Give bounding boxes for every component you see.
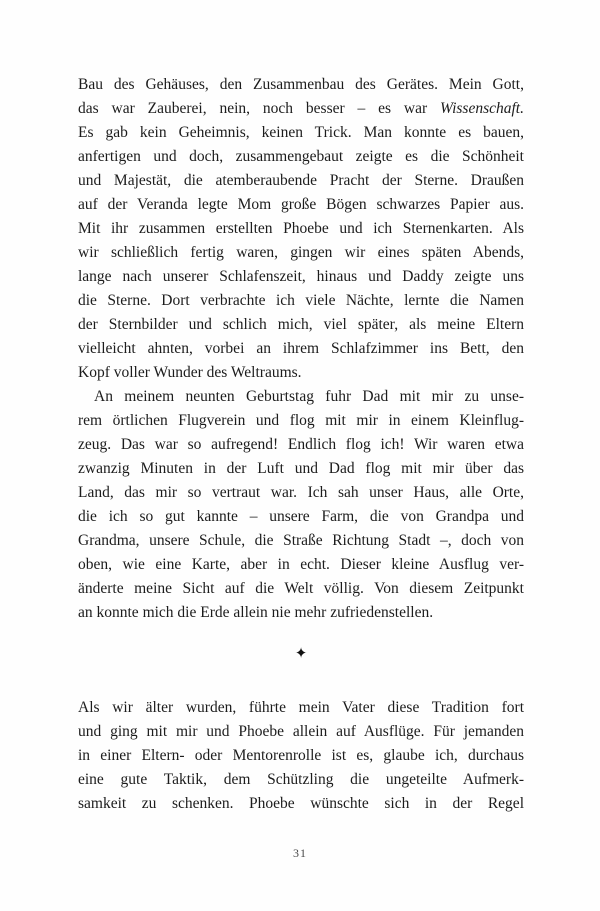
text-segment: in einer Eltern- oder Mentorenrolle ist es, glaube ich, durchaus [78, 747, 524, 764]
text-segment: Als wir älter wurden, führte mein Vater diese Tradition fort [78, 699, 524, 716]
text-line [78, 289, 524, 313]
text-segment: Es gab kein Geheimnis, keinen Trick. Man konnte es bauen, [78, 124, 524, 141]
text-segment: änderte meine Sicht auf die Welt völlig. Von diesem Zeitpunkt [78, 580, 524, 597]
text-line [78, 121, 524, 145]
text-line [78, 145, 524, 169]
text-segment: zwanzig Minuten in der Luft und Dad flog mit mir über das [78, 460, 524, 477]
text-line [78, 361, 524, 385]
four-pointed-star-icon: ✦ [294, 644, 308, 662]
text-line [78, 601, 524, 625]
text-segment: eine gute Taktik, dem Schützling die ungeteilte Aufmerk- [78, 771, 524, 788]
italic-text-segment: Wissenschaft. [440, 100, 524, 117]
text-segment: rem örtlichen Flugverein und flog mit mir in einem Kleinflug- [78, 412, 524, 429]
text-segment: an konnte mich die Erde allein nie mehr zufriedenstellen. [78, 604, 434, 621]
text-segment: Grandma, unsere Schule, die Straße Richtung Stadt –, doch von [78, 532, 524, 549]
text-segment: Mit ihr zusammen erstellten Phoebe und ich Sternenkarten. Als [78, 220, 524, 237]
text-line [78, 744, 524, 768]
text-block [78, 73, 524, 816]
text-segment: oben, wie eine Karte, aber in echt. Dieser kleine Ausflug ver- [78, 556, 524, 573]
text-line [78, 433, 524, 457]
text-line [78, 696, 524, 720]
text-line [78, 313, 524, 337]
text-segment: das war Zauberei, nein, noch besser – es war [78, 100, 441, 117]
text-segment: vielleicht ahnten, vorbei an ihrem Schlafzimmer ins Bett, den [78, 340, 524, 357]
text-line [78, 768, 524, 792]
text-line [78, 193, 524, 217]
text-segment: Bau des Gehäuses, den Zusammenbau des Gerätes. Mein Gott, [78, 76, 524, 93]
text-line [78, 457, 524, 481]
text-segment: samkeit zu schenken. Phoebe wünschte sich in der Regel [78, 795, 524, 812]
page-number: 31 [293, 846, 307, 860]
text-segment: lange nach unserer Schlafenszeit, hinaus und Daddy zeigte uns [78, 268, 524, 285]
text-segment: und Majestät, die atemberaubende Pracht der Sterne. Draußen [78, 172, 524, 189]
text-line [78, 553, 524, 577]
text-segment: und ging mit mir und Phoebe allein auf Ausflüge. Für jemanden [78, 723, 524, 740]
text-line [78, 265, 524, 289]
text-segment: der Sternbilder und schlich mich, viel später, als meine Eltern [78, 316, 524, 333]
text-line [78, 241, 524, 265]
text-line [78, 720, 524, 744]
text-line [78, 481, 524, 505]
text-segment: die Sterne. Dort verbrachte ich viele Nächte, lernte die Namen [78, 292, 524, 309]
text-segment: anfertigen und doch, zusammengebaut zeigte es die Schönheit [78, 148, 524, 165]
text-line [78, 169, 524, 193]
text-line [78, 73, 524, 97]
text-segment: die ich so gut kannte – unsere Farm, die von Grandpa und [78, 508, 524, 525]
text-line [78, 97, 524, 121]
text-line [78, 577, 524, 601]
text-line [78, 385, 524, 409]
text-line [78, 792, 524, 816]
text-segment: Land, das mir so vertraut war. Ich sah unser Haus, alle Orte, [78, 484, 524, 501]
text-line [78, 337, 524, 361]
text-segment: An meinem neunten Geburtstag fuhr Dad mit mir zu unse- [94, 388, 524, 405]
text-line [78, 409, 524, 433]
text-line [78, 217, 524, 241]
text-segment: Kopf voller Wunder des Weltraums. [78, 364, 302, 381]
text-segment: zeug. Das war so aufregend! Endlich flog ich! Wir waren etwa [78, 436, 524, 453]
text-line [78, 505, 524, 529]
text-line [78, 529, 524, 553]
text-segment: auf der Veranda legte Mom große Bögen schwarzes Papier aus. [78, 196, 524, 213]
text-segment: wir schließlich fertig waren, gingen wir eines späten Abends, [78, 244, 524, 261]
